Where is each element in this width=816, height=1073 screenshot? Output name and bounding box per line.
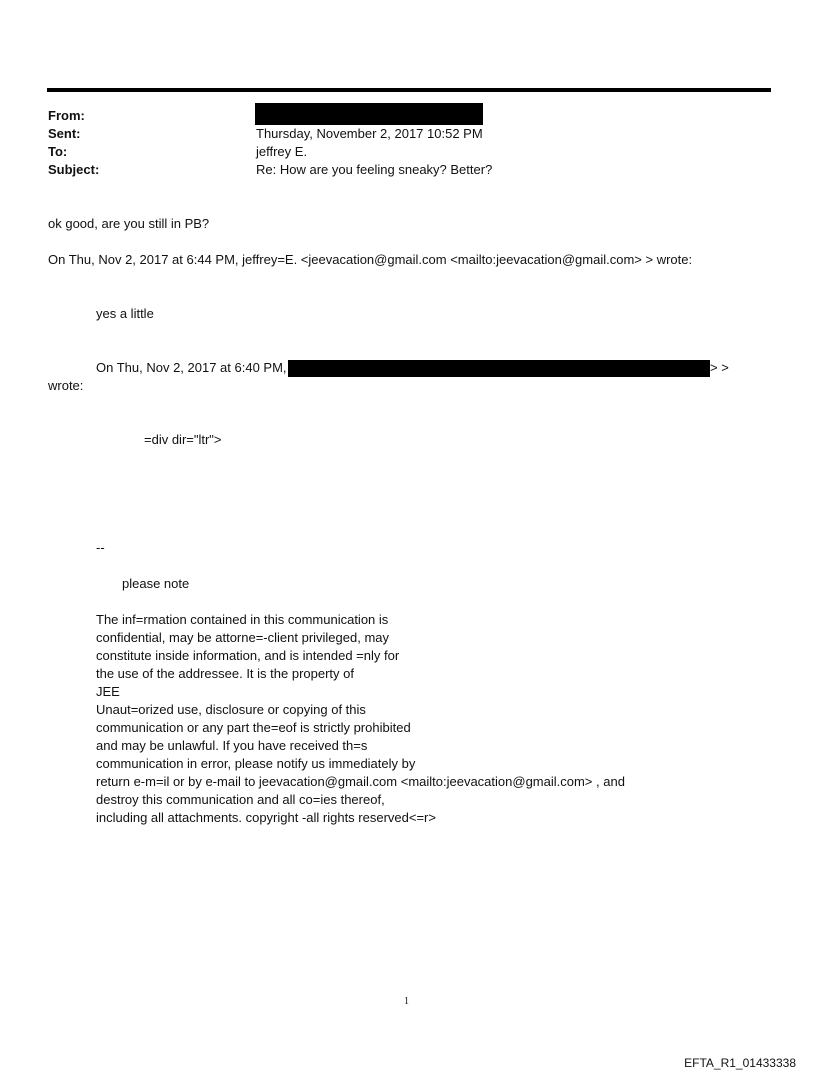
disclaimer-line: and may be unlawful. If you have received th=s — [96, 738, 368, 753]
quote2-header-prefix: On Thu, Nov 2, 2017 at 6:40 PM, — [96, 360, 287, 375]
div-text: =div dir="ltr"> — [144, 432, 222, 447]
subject-label: Subject: — [48, 162, 100, 177]
disclaimer-line: return e-m=il or by e-mail to jeevacation@gmail.com <mailto:jeevacation@gmail.com> , and — [96, 774, 625, 789]
bates-number: EFTA_R1_01433338 — [684, 1056, 796, 1070]
subject-value: Re: How are you feeling sneaky? Better? — [256, 162, 493, 177]
quote1-text: yes a little — [96, 306, 154, 321]
reply-text: ok good, are you still in PB? — [48, 216, 210, 231]
disclaimer-line: communication in error, please notify us immediately by — [96, 756, 416, 771]
quote2-header-suffix: > > — [710, 360, 729, 375]
sent-label: Sent: — [48, 126, 81, 141]
disclaimer-line: Unaut=orized use, disclosure or copying of this — [96, 702, 366, 717]
disclaimer-line: The inf=rmation contained in this communication is — [96, 612, 389, 627]
signature-separator: -- — [96, 540, 105, 555]
disclaimer-line: JEE — [96, 684, 120, 699]
disclaimer-line: communication or any part the=eof is strictly prohibited — [96, 720, 411, 735]
from-label: From: — [48, 108, 85, 123]
disclaimer-line: constitute inside information, and is intended =nly for — [96, 648, 400, 663]
disclaimer-line: confidential, may be attorne=-client privileged, may — [96, 630, 390, 645]
page-number: 1 — [404, 996, 409, 1007]
sent-value: Thursday, November 2, 2017 10:52 PM — [256, 126, 483, 141]
header-rule — [47, 88, 771, 92]
from-redaction — [255, 103, 483, 125]
please-note: please note — [122, 576, 190, 591]
disclaimer-line: destroy this communication and all co=ies thereof, — [96, 792, 385, 807]
disclaimer-line: including all attachments. copyright -all rights reserved<=r> — [96, 810, 436, 825]
to-label: To: — [48, 144, 68, 159]
quote2-wrote: wrote: — [48, 378, 84, 393]
to-value: jeffrey E. — [256, 144, 308, 159]
quote2-sender-redaction — [288, 360, 710, 377]
disclaimer-line: the use of the addressee. It is the property of — [96, 666, 354, 681]
quote1-header: On Thu, Nov 2, 2017 at 6:44 PM, jeffrey=E. <jeevacation@gmail.com <mailto:jeevacation@gmail.com> > wrote: — [48, 252, 693, 267]
